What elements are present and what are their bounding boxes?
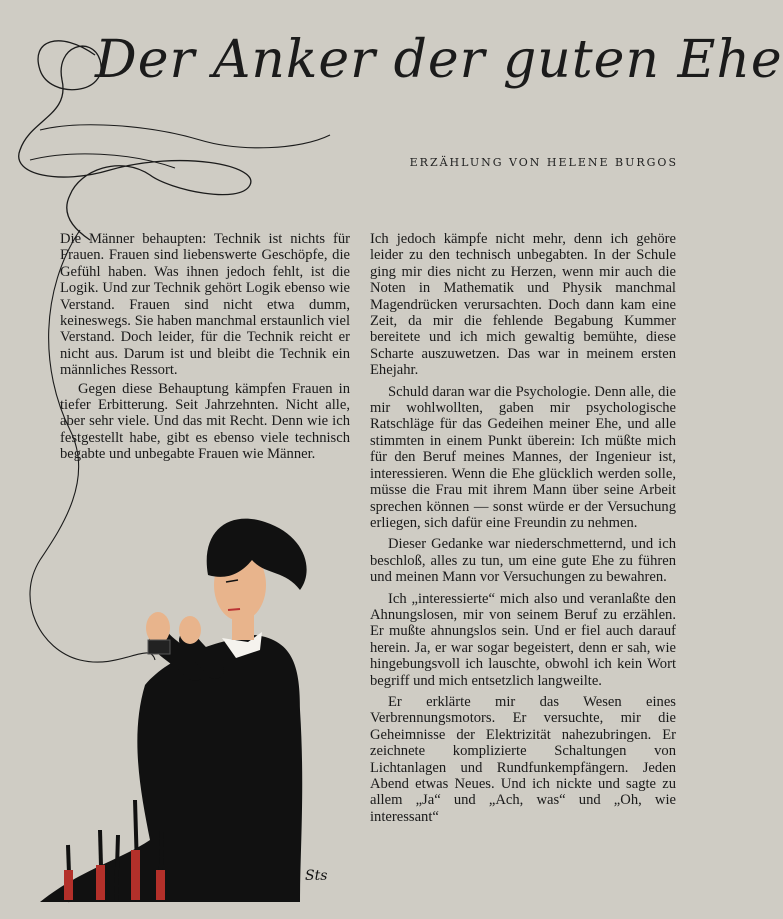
paragraph: Ich „interessierte“ mich also und veranlaßte den Ahnungslosen, mir von seinem Beruf zu erzählen. Er mußte ahnungslos sein. Und er fiel auch darauf herein. Ja, er war sogar begeistert, denn er sah, wie hingebungsvoll ich lauschte, obwohl ich kein Wort begriff und mich entsetzlich langweilte.	[370, 590, 676, 689]
illustrator-signature: Sts	[305, 868, 328, 884]
paragraph: Gegen diese Behauptung kämpfen Frauen in tiefer Erbitterung. Seit Jahrzehnten. Nicht alle, aber sehr viele. Und das mit Recht. Denn wie ich festgestellt habe, gibt es ebenso viele technisch begabte und unbegabte Frauen wie Männer.	[60, 380, 350, 463]
article-title: Der Anker der guten Ehe	[95, 30, 783, 90]
right-text-column	[370, 231, 676, 825]
figure-body	[40, 635, 302, 902]
paragraph: Die Männer behaupten: Technik ist nichts für Frauen. Frauen sind liebenswerte Geschöpfe, die Gefühl haben. Was ihnen jedoch fehlt, ist die Logik. Und zur Technik gehört Logik ebenso wie Verstand. Frauen sind nicht etwa dumm, keineswegs. Sie haben manchmal erstaunlich viel Verstand. Doch leider, für die Technik reicht er nicht aus. Darum ist und bleibt die Technik ein männliches Ressort.	[60, 231, 350, 379]
paragraph: Er erklärte mir das Wesen eines Verbrennungsmotors. Er versuchte, mir die Geheimnisse der Elektrizität nahezubringen. Er zeichnete komplizierte Schaltungen von Lichtanlagen und Rundfunkempfängern. Jeden Abend etwas Neues. Und ich nickte und sagte zu allem „Ja“ und „Ach, was“ und „Oh, wie interessant“	[370, 693, 676, 825]
article-byline: ERZÄHLUNG VON HELENE BURGOS	[409, 156, 678, 169]
paragraph: Ich jedoch kämpfe nicht mehr, denn ich gehöre leider zu den technisch unbegabten. In der Schule ging mir dies nicht zu Herzen, wenn mir auch die Noten in Mathematik und Physik manchmal Magendrücken verursachten. Doch dann kam eine Zeit, da mir die fehlende Begabung Kummer bereitete und ich mich gewaltig bemühte, diese Scharte auszuwetzen. Das war in meinem ersten Ehejahr.	[370, 231, 676, 379]
paragraph: Schuld daran war die Psychologie. Denn alle, die mir wohlwollten, gaben mir psychologische Ratschläge für das Gedeihen meiner Ehe, und alle stimmten in einem Punkt überein: Ich müßte mich für den Beruf meines Mannes, der Ingenieur ist, interessieren. Wenn die Ehe glücklich werden solle, müsse die Frau mit ihrem Mann über seine Arbeit sprechen können — sonst würde er der Versuchung erliegen, sich dafür eine Freundin zu nehmen.	[370, 383, 676, 531]
wire-coil	[148, 640, 170, 654]
left-text-column	[60, 231, 350, 463]
paragraph: Dieser Gedanke war niederschmetternd, und ich beschloß, alles zu tun, um eine gute Ehe zu führen und meinen Mann vor Versuchungen zu bewahren.	[370, 536, 676, 586]
